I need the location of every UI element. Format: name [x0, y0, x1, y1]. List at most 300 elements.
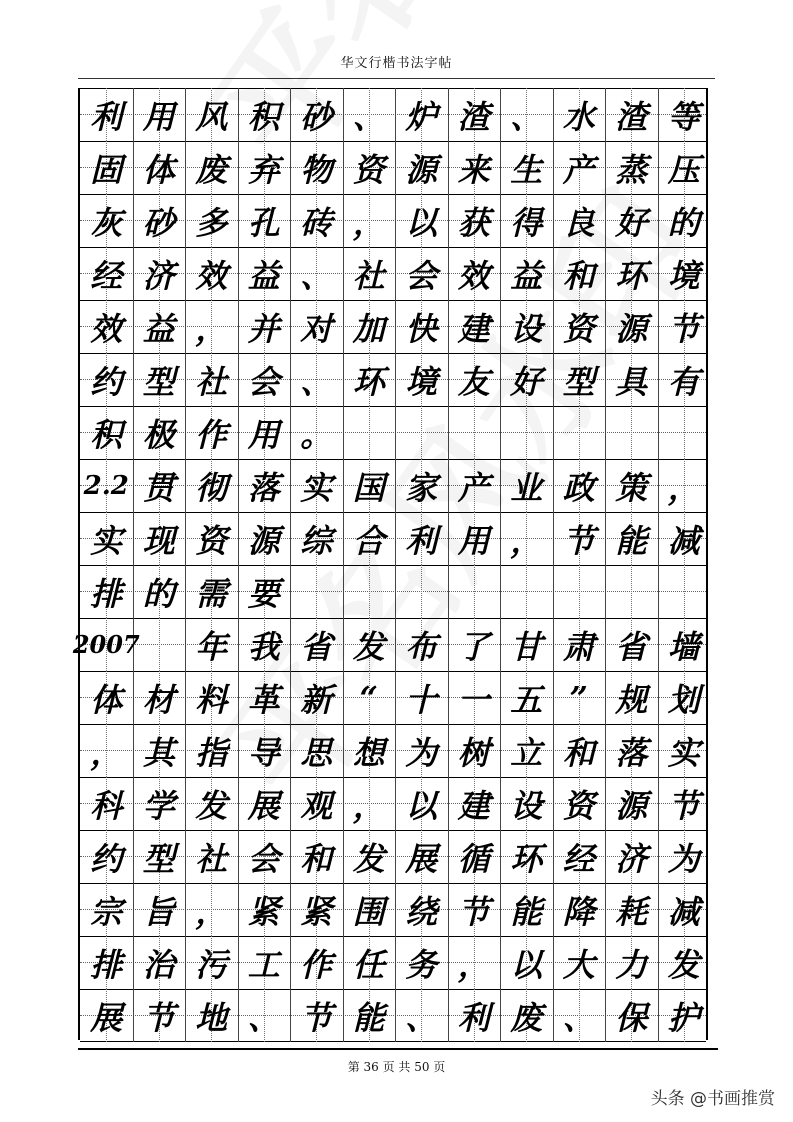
grid-character: 耗: [615, 892, 648, 931]
grid-cell: [500, 88, 553, 141]
grid-cell: [553, 194, 606, 247]
grid-cell: [605, 777, 658, 830]
grid-character: 等: [667, 97, 700, 136]
grid-character: 墙: [667, 627, 700, 666]
grid-character: 护: [667, 998, 700, 1037]
grid-cell: [343, 671, 396, 724]
grid-cell: [343, 194, 396, 247]
grid-cell: [553, 459, 606, 512]
grid-character: 和: [562, 256, 595, 295]
grid-character: 能: [615, 521, 648, 560]
grid-cell: [553, 618, 606, 671]
grid-character: 材: [142, 680, 175, 719]
grid-cell: [343, 989, 396, 1042]
grid-cell: [80, 88, 133, 141]
grid-cell: [605, 194, 658, 247]
grid-cell: [500, 565, 553, 618]
grid-cell: [395, 565, 448, 618]
grid-cell: [658, 989, 711, 1042]
grid-cell: [133, 777, 186, 830]
grid-row: [80, 353, 706, 406]
grid-character: 观: [300, 786, 333, 825]
grid-cell: [605, 565, 658, 618]
grid-character: 积: [90, 415, 123, 454]
grid-cell: [658, 459, 711, 512]
grid-cell: [395, 406, 448, 459]
grid-cell: [238, 406, 291, 459]
grid-cell: [185, 353, 238, 406]
grid-character: 彻: [195, 468, 228, 507]
grid-character: 固: [90, 150, 123, 189]
grid-cell: [343, 459, 396, 512]
grid-character: 体: [142, 150, 175, 189]
grid-character: 现: [142, 521, 175, 560]
grid-cell: [133, 936, 186, 989]
grid-cell: [133, 88, 186, 141]
grid-cell: [133, 459, 186, 512]
grid-cell: [185, 141, 238, 194]
grid-character: 绕: [405, 892, 438, 931]
grid-character: 孔: [247, 203, 280, 242]
grid-cell: [185, 618, 238, 671]
grid-cell: [605, 671, 658, 724]
grid-character: 任: [352, 945, 385, 984]
grid-character: 2.2: [83, 470, 129, 501]
grid-character: 有: [667, 362, 700, 401]
grid-character: 作: [195, 415, 228, 454]
grid-cell: [185, 565, 238, 618]
grid-cell: [238, 830, 291, 883]
grid-character: 物: [300, 150, 333, 189]
grid-cell: [500, 883, 553, 936]
grid-character: 展: [405, 839, 438, 878]
grid-cell: [658, 141, 711, 194]
grid-cell: [448, 724, 501, 777]
grid-character: 需: [195, 574, 228, 613]
grid-character: 节: [142, 998, 175, 1037]
grid-cell: [605, 88, 658, 141]
grid-cell: [605, 883, 658, 936]
grid-cell: [395, 247, 448, 300]
grid-character: 具: [615, 362, 648, 401]
grid-cell: [343, 247, 396, 300]
grid-character: 济: [142, 256, 175, 295]
grid-cell: [80, 883, 133, 936]
grid-cell: [238, 459, 291, 512]
grid-character: ，: [352, 786, 385, 825]
grid-cell: [80, 141, 133, 194]
grid-character: 科: [90, 786, 123, 825]
grid-character: 策: [615, 468, 648, 507]
grid-character: 压: [667, 150, 700, 189]
grid-cell: [290, 194, 343, 247]
grid-character: 一: [457, 680, 490, 719]
grid-cell: [80, 777, 133, 830]
grid-cell: [395, 777, 448, 830]
grid-cell: [500, 777, 553, 830]
grid-cell: [133, 724, 186, 777]
grid-cell: [343, 353, 396, 406]
grid-cell: [395, 194, 448, 247]
grid-row: [80, 724, 706, 777]
grid-cell: [133, 353, 186, 406]
grid-cell: [448, 88, 501, 141]
grid-cell: [133, 247, 186, 300]
grid-character: 降: [562, 892, 595, 931]
grid-character: 宗: [90, 892, 123, 931]
grid-cell: [395, 671, 448, 724]
grid-character: 约: [90, 362, 123, 401]
grid-character: 节: [667, 786, 700, 825]
grid-character: 快: [405, 309, 438, 348]
attribution-credit: 头条 @书画推赏: [650, 1089, 775, 1109]
grid-cell: [343, 618, 396, 671]
grid-character: 其: [142, 733, 175, 772]
grid-character: 污: [195, 945, 228, 984]
grid-cell: [343, 88, 396, 141]
grid-cell: [553, 671, 606, 724]
grid-row: [80, 300, 706, 353]
header-rule: [78, 78, 715, 79]
grid-character: 节: [667, 309, 700, 348]
grid-character: 革: [247, 680, 280, 719]
grid-character: 益: [142, 309, 175, 348]
grid-cell: [500, 194, 553, 247]
grid-row: [80, 565, 706, 618]
grid-row: [80, 141, 706, 194]
grid-character: 肃: [562, 627, 595, 666]
grid-character: 效: [90, 309, 123, 348]
grid-cell: [395, 830, 448, 883]
grid-character: 风: [195, 97, 228, 136]
grid-cell: [290, 618, 343, 671]
grid-cell: [290, 936, 343, 989]
grid-character: 环: [615, 256, 648, 295]
grid-character: 、: [562, 998, 595, 1037]
grid-cell: [658, 512, 711, 565]
grid-character: 力: [615, 945, 648, 984]
grid-character: 划: [667, 680, 700, 719]
grid-character: 实: [90, 521, 123, 560]
grid-character: 效: [195, 256, 228, 295]
grid-cell: [185, 936, 238, 989]
grid-cell: [500, 141, 553, 194]
grid-character: 新: [300, 680, 333, 719]
grid-character: 利: [457, 998, 490, 1037]
grid-character: 产: [562, 150, 595, 189]
grid-character: 我: [247, 627, 280, 666]
grid-cell: [80, 247, 133, 300]
grid-cell: [448, 406, 501, 459]
grid-cell: [448, 459, 501, 512]
grid-cell: [553, 883, 606, 936]
grid-character: 、: [247, 998, 280, 1037]
grid-row: [80, 247, 706, 300]
grid-character: 好: [510, 362, 543, 401]
grid-cell: [343, 883, 396, 936]
grid-cell: [290, 671, 343, 724]
grid-character: 地: [195, 998, 228, 1037]
grid-cell: [133, 565, 186, 618]
grid-cell: [500, 724, 553, 777]
grid-cell: [553, 724, 606, 777]
grid-character: 、: [300, 256, 333, 295]
grid-character: ，: [667, 468, 700, 507]
grid-cell: [290, 300, 343, 353]
grid-cell: [605, 406, 658, 459]
grid-character: 社: [352, 256, 385, 295]
footer-rule: [78, 1048, 718, 1050]
grid-cell: [80, 406, 133, 459]
grid-character: 工: [247, 945, 280, 984]
grid-cell: [133, 830, 186, 883]
grid-row: [80, 830, 706, 883]
grid-character: 发: [352, 627, 385, 666]
grid-character: 展: [247, 786, 280, 825]
grid-cell: [343, 830, 396, 883]
grid-character: 作: [300, 945, 333, 984]
grid-character: 和: [562, 733, 595, 772]
grid-cell: [343, 300, 396, 353]
grid-cell: [185, 883, 238, 936]
grid-character: 益: [510, 256, 543, 295]
grid-cell: [605, 141, 658, 194]
grid-character: 积: [247, 97, 280, 136]
grid-character: 减: [667, 892, 700, 931]
grid-character: 体: [90, 680, 123, 719]
grid-character: 和: [300, 839, 333, 878]
grid-character: 废: [195, 150, 228, 189]
grid-character: 减: [667, 521, 700, 560]
grid-character: 会: [247, 839, 280, 878]
grid-character: 排: [90, 574, 123, 613]
grid-cell: [133, 194, 186, 247]
grid-cell: [238, 724, 291, 777]
grid-character: 综: [300, 521, 333, 560]
grid-cell: [290, 883, 343, 936]
grid-cell: [553, 353, 606, 406]
grid-cell: [605, 989, 658, 1042]
grid-character: 极: [142, 415, 175, 454]
grid-cell: [395, 141, 448, 194]
grid-cell: [80, 459, 133, 512]
grid-character: 炉: [405, 97, 438, 136]
grid-cell: [605, 618, 658, 671]
grid-cell: [605, 247, 658, 300]
grid-cell: [605, 724, 658, 777]
grid-character: 紧: [300, 892, 333, 931]
grid-cell: [80, 671, 133, 724]
grid-cell: [448, 565, 501, 618]
grid-cell: [658, 671, 711, 724]
grid-cell: [395, 989, 448, 1042]
grid-cell: [500, 459, 553, 512]
grid-character: 为: [667, 839, 700, 878]
grid-character: 务: [405, 945, 438, 984]
grid-character: 合: [352, 521, 385, 560]
grid-character: 立: [510, 733, 543, 772]
grid-cell: [238, 353, 291, 406]
grid-character: 的: [667, 203, 700, 242]
grid-character: 发: [195, 786, 228, 825]
grid-cell: [133, 406, 186, 459]
grid-character: 经: [562, 839, 595, 878]
grid-character: 能: [352, 998, 385, 1037]
grid-cell: [448, 936, 501, 989]
grid-cell: [238, 141, 291, 194]
page-header-title: 华文行楷书法字帖: [340, 56, 453, 71]
grid-cell: [658, 936, 711, 989]
grid-cell: [133, 618, 186, 671]
grid-cell: [658, 247, 711, 300]
grid-character: ，: [195, 892, 228, 931]
grid-character: 社: [195, 362, 228, 401]
grid-character: 家: [405, 468, 438, 507]
grid-character: 环: [510, 839, 543, 878]
grid-character: 建: [457, 786, 490, 825]
grid-cell: [290, 459, 343, 512]
grid-cell: [553, 830, 606, 883]
grid-character: 年: [195, 627, 228, 666]
grid-character: 紧: [247, 892, 280, 931]
grid-cell: [133, 989, 186, 1042]
grid-cell: [238, 936, 291, 989]
grid-character: 益: [247, 256, 280, 295]
grid-character: 效: [457, 256, 490, 295]
grid-cell: [500, 247, 553, 300]
grid-cell: [553, 565, 606, 618]
grid-character: 建: [457, 309, 490, 348]
grid-character: 落: [615, 733, 648, 772]
grid-character: 落: [247, 468, 280, 507]
grid-character: 思: [300, 733, 333, 772]
grid-character: ”: [569, 678, 588, 717]
grid-cell: [290, 989, 343, 1042]
grid-character: 资: [195, 521, 228, 560]
grid-cell: [500, 406, 553, 459]
grid-cell: [500, 300, 553, 353]
grid-character: 为: [405, 733, 438, 772]
grid-character: 实: [667, 733, 700, 772]
grid-character: 社: [195, 839, 228, 878]
grid-cell: [553, 300, 606, 353]
grid-character: 设: [510, 309, 543, 348]
grid-character: 多: [195, 203, 228, 242]
grid-cell: [658, 618, 711, 671]
grid-character: 十: [405, 680, 438, 719]
grid-cell: [80, 194, 133, 247]
grid-cell: [448, 247, 501, 300]
grid-cell: [238, 88, 291, 141]
grid-cell: [343, 406, 396, 459]
grid-character: 大: [562, 945, 595, 984]
grid-row: [80, 883, 706, 936]
grid-character: 源: [615, 309, 648, 348]
grid-cell: [395, 459, 448, 512]
grid-character: 导: [247, 733, 280, 772]
grid-row: [80, 512, 706, 565]
grid-cell: [553, 936, 606, 989]
grid-character: 弃: [247, 150, 280, 189]
grid-cell: [448, 353, 501, 406]
grid-character: ，: [195, 309, 228, 348]
grid-character: 节: [300, 998, 333, 1037]
grid-character: 业: [510, 468, 543, 507]
grid-character: 以: [510, 945, 543, 984]
grid-cell: [448, 618, 501, 671]
grid-cell: [80, 512, 133, 565]
grid-character: ，: [90, 733, 123, 772]
grid-cell: [290, 565, 343, 618]
grid-character: 会: [405, 256, 438, 295]
grid-cell: [658, 300, 711, 353]
grid-cell: [238, 194, 291, 247]
grid-cell: [290, 88, 343, 141]
grid-cell: [448, 883, 501, 936]
grid-cell: [238, 883, 291, 936]
grid-character: 良: [562, 203, 595, 242]
grid-character: 源: [405, 150, 438, 189]
grid-row: [80, 936, 706, 989]
grid-cell: [343, 936, 396, 989]
grid-character: 友: [457, 362, 490, 401]
grid-cell: [553, 512, 606, 565]
grid-character: 贯: [142, 468, 175, 507]
grid-cell: [448, 194, 501, 247]
grid-character: 以: [405, 786, 438, 825]
grid-cell: [185, 406, 238, 459]
grid-character: 、: [300, 362, 333, 401]
grid-cell: [553, 989, 606, 1042]
grid-cell: [185, 300, 238, 353]
calligraphy-grid: [72, 88, 708, 1040]
grid-character: 约: [90, 839, 123, 878]
grid-character: 渣: [615, 97, 648, 136]
grid-cell: [395, 724, 448, 777]
grid-cell: [185, 88, 238, 141]
grid-cell: [185, 830, 238, 883]
grid-character: 得: [510, 203, 543, 242]
grid-cell: [500, 671, 553, 724]
grid-cell: [553, 88, 606, 141]
grid-cell: [448, 141, 501, 194]
grid-character: 会: [247, 362, 280, 401]
grid-character: 想: [352, 733, 385, 772]
grid-character: 布: [405, 627, 438, 666]
grid-cell: [185, 724, 238, 777]
grid-character: 料: [195, 680, 228, 719]
grid-cell: [343, 777, 396, 830]
grid-cell: [133, 300, 186, 353]
grid-character: 生: [510, 150, 543, 189]
grid-character: 加: [352, 309, 385, 348]
page-number: 第 36 页 共 50 页: [347, 1060, 446, 1074]
grid-cell: [290, 406, 343, 459]
grid-row: [80, 459, 706, 512]
grid-cell: [343, 565, 396, 618]
grid-cell: [343, 724, 396, 777]
grid-character: 水: [562, 97, 595, 136]
grid-character: 济: [615, 839, 648, 878]
grid-cell: [500, 830, 553, 883]
grid-character: 资: [352, 150, 385, 189]
grid-character: 。: [300, 415, 333, 454]
grid-cell: [500, 936, 553, 989]
grid-character: 循: [457, 839, 490, 878]
grid-character: 2007: [72, 630, 140, 659]
grid-character: 资: [562, 309, 595, 348]
grid-character: 对: [300, 309, 333, 348]
